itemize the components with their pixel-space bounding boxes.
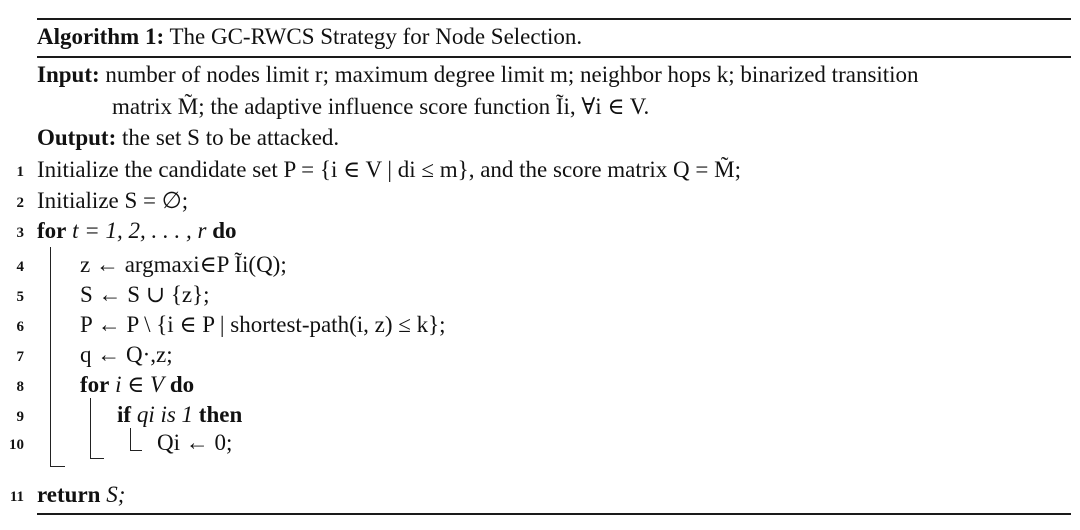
output-label: Output: — [37, 125, 117, 150]
step-8 — [80, 371, 194, 399]
input-text-1: number of nodes limit r; maximum degree limit m; neighbor hops k; binarized transition — [105, 62, 919, 87]
step-1: Initialize the candidate set P = {i ∈ V | di ≤ m}, and the score matrix Q = M̃; — [37, 157, 741, 182]
line-number-2: 2 — [16, 195, 24, 211]
input-line-2 — [112, 93, 649, 121]
input-text-2: matrix M̃; the adaptive influence score function Ĩi, ∀i ∈ V. — [112, 94, 650, 119]
step-10: Qi ← 0; — [157, 430, 233, 455]
line-number-9: 9 — [16, 409, 24, 425]
step-3 — [37, 217, 237, 245]
step-11 — [37, 481, 125, 509]
step-3-keyword: for — [37, 218, 67, 243]
line-number-3: 3 — [16, 225, 24, 241]
step-2: Initialize S = ∅; — [37, 188, 189, 213]
step-6: P ← P \ {i ∈ P | shortest-path(i, z) ≤ k}; — [80, 312, 446, 337]
step-8-keyword: for — [80, 372, 110, 397]
line-number-4: 4 — [16, 259, 24, 275]
inner-for-block-end — [90, 458, 104, 459]
line-number-5: 5 — [16, 289, 24, 305]
for-block-bar — [50, 247, 51, 466]
step-5: S ← S ∪ {z}; — [80, 282, 210, 307]
step-7: q ← Q·,z; — [80, 342, 173, 367]
if-block-end — [130, 450, 142, 451]
step-9-keyword: if — [117, 402, 132, 427]
line-number-6: 6 — [16, 319, 24, 335]
step-9-text: qi is 1 — [136, 402, 194, 427]
output-text: the set S to be attacked. — [122, 125, 340, 150]
step-11-keyword: return — [37, 482, 101, 507]
step-9 — [117, 401, 242, 429]
step-3-text: t = 1, 2, . . . , r — [72, 218, 207, 243]
step-8-keyword2: do — [169, 372, 195, 397]
input-label: Input: — [37, 62, 100, 87]
line-number-1: 1 — [16, 164, 24, 180]
line-number-8: 8 — [16, 379, 24, 395]
mid-rule — [37, 56, 1071, 58]
step-11-text: S; — [106, 482, 126, 507]
step-3-keyword2: do — [212, 218, 237, 243]
algorithm-caption — [37, 23, 582, 51]
input-line-1 — [37, 61, 919, 89]
output-line — [37, 124, 339, 152]
top-rule — [37, 18, 1071, 20]
line-number-7: 7 — [16, 349, 24, 365]
algorithm-title: The GC-RWCS Strategy for Node Selection. — [169, 24, 583, 49]
step-4: z ← argmaxi∈P Ĩi(Q); — [80, 252, 287, 277]
bottom-rule — [37, 513, 1071, 515]
if-block-bar — [130, 428, 131, 450]
line-number-11: 11 — [9, 489, 24, 505]
inner-for-block-bar — [90, 398, 91, 458]
line-number-10: 10 — [9, 437, 24, 453]
step-8-text: i ∈ V — [115, 372, 165, 397]
algorithm-label: Algorithm 1: — [37, 24, 165, 49]
for-block-end — [50, 466, 65, 467]
step-9-keyword2: then — [198, 402, 243, 427]
